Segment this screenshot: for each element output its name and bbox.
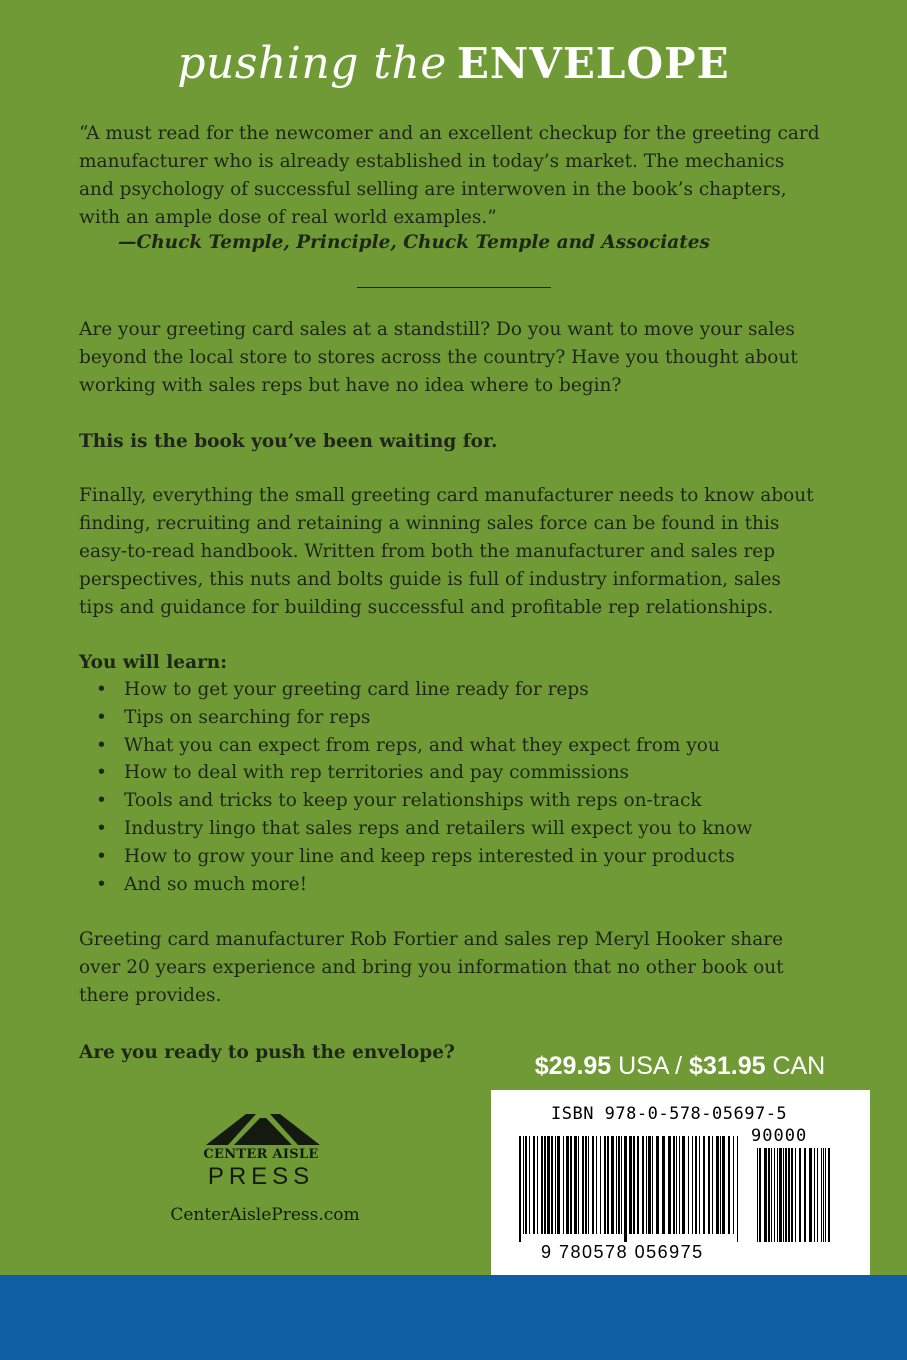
bullet-icon: • [96,762,107,784]
list-item-text: How to deal with rep territories and pay commissions [124,762,630,784]
learn-list [96,676,856,898]
description-line: finding, recruiting and retaining a winning sales force can be found in this [79,513,780,534]
quote-line: and psychology of successful selling are interwoven in the book’s chapters, [79,179,787,200]
price-label [490,1052,870,1081]
quote-attribution: —Chuck Temple, Principle, Chuck Temple and Associates [118,232,710,253]
publisher-press: PRESS [207,1163,315,1190]
list-item-text: How to get your greeting card line ready for reps [124,679,589,700]
price-usa-label: USA / [611,1052,690,1080]
bullet-icon: • [96,817,107,839]
intro-line: beyond the local store to stores across the country? Have you thought about [79,347,798,368]
waiting-statement: This is the book you’ve been waiting for. [79,431,498,452]
bullet-icon: • [96,873,107,895]
price-usa: $29.95 [534,1052,612,1080]
list-item-text: Tips on searching for reps [124,706,371,728]
authors-line: Greeting card manufacturer Rob Fortier and sales rep Meryl Hooker share [79,929,784,950]
bullet-icon: • [96,790,107,812]
addon-number: 90000 [751,1126,808,1146]
bullet-icon: • [96,706,107,728]
bottom-band [0,1275,907,1360]
authors-line: over 20 years experience and bring you information that no other book out [79,957,784,978]
description-paragraph [79,482,839,622]
bullet-icon: • [96,679,107,700]
learn-heading: You will learn: [79,652,228,673]
quote-line: with an ample dose of real world examples.” [79,207,497,228]
list-item-text: And so much more! [124,873,308,895]
bullet-icon: • [96,845,107,867]
list-item [96,815,856,843]
list-item [96,787,856,815]
description-line: perspectives, this nuts and bolts guide is full of industry information, sales [79,569,781,590]
intro-line: Are your greeting card sales at a standstill? Do you want to move your sales [79,319,795,340]
review-quote [79,120,839,232]
list-item-text: How to grow your line and keep reps interested in your products [124,845,735,867]
divider-rule [357,287,551,288]
book-title [0,38,907,89]
closing-question: Are you ready to push the envelope? [79,1042,455,1063]
bullet-icon: • [96,734,107,756]
list-item [96,871,856,899]
title-bold: ENVELOPE [456,39,730,88]
list-item-text: Tools and tricks to keep your relationships with reps on-track [124,790,702,812]
list-item [96,704,856,732]
description-line: tips and guidance for building successful and profitable rep relationships. [79,597,774,618]
quote-line: “A must read for the newcomer and an excellent checkup for the greeting card [79,123,820,144]
publisher-name: CENTER AISLE [203,1147,319,1162]
isbn-text: ISBN 978-0-578-05697-5 [551,1104,788,1124]
list-item [96,732,856,760]
list-item [96,843,856,871]
price-can-label: CAN [765,1052,826,1080]
intro-line: working with sales reps but have no idea where to begin? [79,375,622,396]
title-light: pushing the [177,38,447,89]
list-item-text: What you can expect from reps, and what they expect from you [124,734,720,756]
list-item-text: Industry lingo that sales reps and retailers will expect you to know [124,817,753,839]
description-line: Finally, everything the small greeting card manufacturer needs to know about [79,485,814,506]
publisher-url: CenterAislePress.com [170,1205,360,1225]
barcode-icon [513,1128,853,1246]
description-line: easy-to-read handbook. Written from both the manufacturer and sales rep [79,541,776,562]
intro-paragraph [79,316,839,400]
barcode-panel [491,1090,870,1275]
list-item [96,676,856,704]
list-item [96,759,856,787]
barcode-number: 9 780578 056975 [541,1242,704,1262]
authors-paragraph [79,926,839,1010]
price-can: $31.95 [689,1052,766,1080]
quote-line: manufacturer who is already established in today’s market. The mechanics [79,151,785,172]
authors-line: there provides. [79,985,222,1006]
